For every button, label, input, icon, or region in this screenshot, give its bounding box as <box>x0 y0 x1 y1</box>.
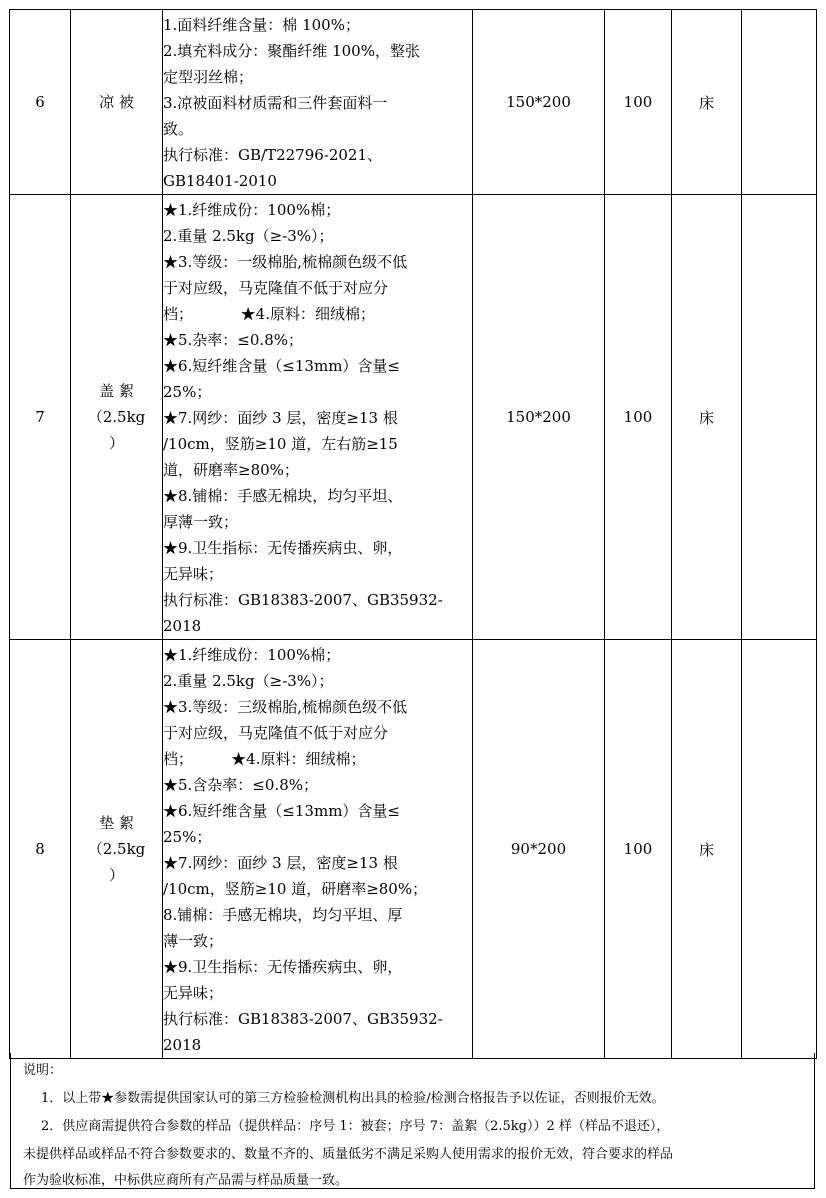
blank-cell <box>742 10 817 195</box>
requirement-line: 无异味； <box>163 984 224 1002</box>
item-name <box>71 10 163 195</box>
requirement-line: 厚薄一致； <box>163 513 239 531</box>
requirement-line: ★6.短纤维含量（≤13mm）含量≤ <box>163 802 400 820</box>
item-name-line: ） <box>108 434 124 452</box>
requirement-line: 25%； <box>163 383 212 401</box>
requirement-line: 于对应级，马克隆值不低于对应分 <box>163 279 389 297</box>
requirement-line: ★7.网纱：面纱 3 层，密度≥13 根 <box>163 854 398 872</box>
item-name-line: （2.5kg <box>87 840 146 858</box>
table-row <box>10 10 817 195</box>
item-unit: 床 <box>672 640 742 1059</box>
requirement-line: ★1.纤维成份：100%棉； <box>163 201 341 219</box>
item-size: 150*200 <box>473 10 605 195</box>
item-quantity: 100 <box>605 195 672 640</box>
item-requirements <box>163 640 473 1059</box>
requirement-line: /10cm，竖筋≥10 道，左右筋≥15 <box>163 435 398 453</box>
requirement-line: 2018 <box>163 1036 202 1054</box>
requirement-line: 执行标准：GB18383-2007、GB35932- <box>163 1010 443 1028</box>
requirement-line: ★9.卫生指标：无传播疾病虫、卵， <box>163 539 403 557</box>
requirement-line: 薄一致； <box>163 932 224 950</box>
requirement-line: ★5.含杂率：≤0.8%； <box>163 776 318 794</box>
requirement-line: 定型羽丝棉； <box>163 68 254 86</box>
requirement-line: 1.面料纤维含量：棉 100%； <box>163 16 360 34</box>
item-size: 150*200 <box>473 195 605 640</box>
requirement-line: 致。 <box>163 120 194 138</box>
item-requirements <box>163 10 473 195</box>
item-quantity: 100 <box>605 10 672 195</box>
requirement-line: 无异味； <box>163 565 224 583</box>
row-number: 8 <box>10 640 71 1059</box>
requirement-line: 执行标准：GB18383-2007、GB35932- <box>163 591 443 609</box>
item-size: 90*200 <box>473 640 605 1059</box>
requirement-line: 25%； <box>163 828 212 846</box>
notes-line: 作为验收标准，中标供应商所有产品需与样品质量一致。 <box>23 1173 349 1188</box>
notes-title: 说明： <box>23 1063 63 1078</box>
item-name-line: 盖 絮 <box>99 382 134 400</box>
requirement-line: 道，研磨率≥80%； <box>163 461 299 479</box>
row-number: 7 <box>10 195 71 640</box>
item-name-line: ） <box>108 866 124 884</box>
requirement-line: ★7.网纱：面纱 3 层，密度≥13 根 <box>163 409 398 427</box>
requirement-line: 于对应级，马克隆值不低于对应分 <box>163 724 389 742</box>
requirement-line: ★3.等级：三级棉胎,梳棉颜色级不低 <box>163 698 408 716</box>
notes-line: 2．供应商需提供符合参数的样品（提供样品：序号 1：被套；序号 7：盖絮（2.5kg））2 样（样品不退还）， <box>41 1119 670 1134</box>
requirement-line: 2.重量 2.5kg（≥-3%）； <box>163 227 334 245</box>
requirement-line: /10cm，竖筋≥10 道，研磨率≥80%； <box>163 880 428 898</box>
requirement-line: 2018 <box>163 617 202 635</box>
requirement-line: 2.填充料成分：聚酯纤维 100%，整张 <box>163 42 420 60</box>
requirement-line: 档； ★4.原料：细绒棉； <box>163 305 375 323</box>
notes-section <box>10 1053 815 1189</box>
blank-cell <box>742 195 817 640</box>
requirement-line: 3.凉被面料材质需和三件套面料一 <box>163 94 388 112</box>
table-row <box>10 195 817 640</box>
item-name <box>71 195 163 640</box>
requirement-line: ★9.卫生指标：无传播疾病虫、卵， <box>163 958 403 976</box>
requirement-line: 2.重量 2.5kg（≥-3%）； <box>163 672 334 690</box>
requirement-line: GB18401-2010 <box>163 172 277 190</box>
item-unit: 床 <box>672 10 742 195</box>
requirement-line: 8.铺棉：手感无棉块，均匀平坦、厚 <box>163 906 403 924</box>
item-name-line: 垫 絮 <box>99 814 134 832</box>
notes-line: 1．以上带★参数需提供国家认可的第三方检验检测机构出具的检验/检测合格报告予以佐证，否则报价无效。 <box>41 1091 665 1106</box>
item-quantity: 100 <box>605 640 672 1059</box>
requirement-line: ★6.短纤维含量（≤13mm）含量≤ <box>163 357 400 375</box>
item-name-line: （2.5kg <box>87 408 146 426</box>
row-number: 6 <box>10 10 71 195</box>
item-unit: 床 <box>672 195 742 640</box>
requirement-line: 执行标准：GB/T22796-2021、 <box>163 146 383 164</box>
blank-cell <box>742 640 817 1059</box>
requirement-line: ★8.铺棉：手感无棉块，均匀平坦、 <box>163 487 403 505</box>
requirement-line: ★5.杂率：≤0.8%； <box>163 331 303 349</box>
item-name-line: 凉 被 <box>99 93 134 111</box>
item-name <box>71 640 163 1059</box>
spec-table <box>9 9 817 1059</box>
table-row <box>10 640 817 1059</box>
requirement-line: 档； ★4.原料：细绒棉； <box>163 750 366 768</box>
requirement-line: ★3.等级：一级棉胎,梳棉颜色级不低 <box>163 253 408 271</box>
requirement-line: ★1.纤维成份：100%棉； <box>163 646 341 664</box>
item-requirements <box>163 195 473 640</box>
notes-line: 未提供样品或样品不符合参数要求的、数量不齐的、质量低劣不满足采购人使用需求的报价无效，符合要求的样品 <box>23 1147 674 1162</box>
